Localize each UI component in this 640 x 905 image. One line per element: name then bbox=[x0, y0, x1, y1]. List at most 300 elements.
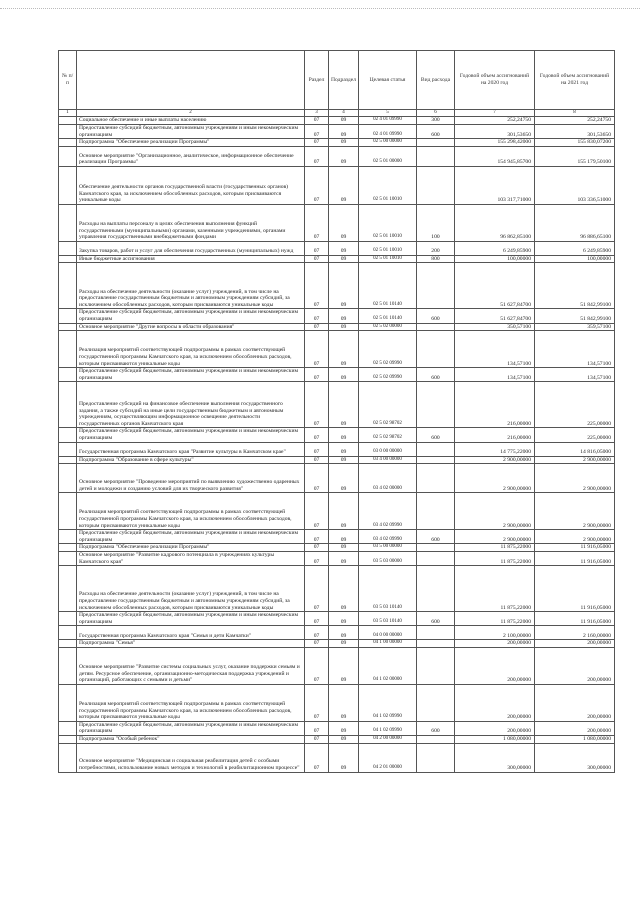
row-section: 07 bbox=[305, 331, 329, 368]
row-number bbox=[59, 612, 77, 626]
row-expense-type bbox=[417, 464, 455, 493]
row-amount-2020: 216,00000 bbox=[455, 428, 535, 442]
row-amount-2020: 2 900,00000 bbox=[455, 456, 535, 464]
row-section: 07 bbox=[305, 684, 329, 721]
row-expense-type bbox=[417, 263, 455, 309]
row-subsection: 09 bbox=[329, 442, 359, 456]
row-section: 07 bbox=[305, 721, 329, 735]
row-amount-2021: 1 080,00000 bbox=[535, 736, 615, 744]
row-target-code: 02 4 01 09990 bbox=[359, 125, 417, 139]
table-row bbox=[59, 146, 615, 166]
table-row bbox=[59, 544, 615, 552]
row-number bbox=[59, 530, 77, 544]
row-name: Основное мероприятие "Проведение мероприятий по выявлению художественно одаренных детей и молодежи и созданию условий для их творческого развития" bbox=[77, 464, 305, 493]
row-amount-2020: 200,00000 bbox=[455, 721, 535, 735]
row-number bbox=[59, 139, 77, 147]
row-subsection: 09 bbox=[329, 743, 359, 772]
row-section: 07 bbox=[305, 146, 329, 166]
row-section: 07 bbox=[305, 743, 329, 772]
header-num: № п/п bbox=[59, 51, 77, 110]
row-subsection: 09 bbox=[329, 721, 359, 735]
row-target-code: 04 1 02 09990 bbox=[359, 684, 417, 721]
row-target-code: 02 5 01 00000 bbox=[359, 146, 417, 166]
row-amount-2021: 2 900,00000 bbox=[535, 464, 615, 493]
row-subsection: 09 bbox=[329, 493, 359, 530]
row-number bbox=[59, 456, 77, 464]
row-amount-2021: 225,00000 bbox=[535, 382, 615, 428]
row-section: 07 bbox=[305, 125, 329, 139]
table-row bbox=[59, 382, 615, 428]
row-amount-2021: 252,24750 bbox=[535, 117, 615, 125]
row-amount-2021: 300,00000 bbox=[535, 743, 615, 772]
row-name: Предоставление субсидий бюджетным, автономным учреждениям и иным некоммерческим организациям bbox=[77, 368, 305, 382]
row-amount-2020: 11 875,22000 bbox=[455, 544, 535, 552]
row-amount-2020: 11 875,22000 bbox=[455, 612, 535, 626]
row-target-code: 02 5 02 09990 bbox=[359, 331, 417, 368]
row-expense-type bbox=[417, 640, 455, 648]
table-row bbox=[59, 743, 615, 772]
header-name bbox=[77, 51, 305, 110]
row-number bbox=[59, 684, 77, 721]
row-target-code: 02 5 00 00000 bbox=[359, 139, 417, 147]
row-amount-2021: 225,00000 bbox=[535, 428, 615, 442]
header-year-2020: Годовой объем ассигнований на 2020 год bbox=[455, 51, 535, 110]
header-target: Целевая статья bbox=[359, 51, 417, 110]
row-subsection: 09 bbox=[329, 241, 359, 255]
row-name: Иные бюджетные ассигнования bbox=[77, 255, 305, 263]
row-name: Основное мероприятие "Другие вопросы в области образования" bbox=[77, 323, 305, 331]
table-row bbox=[59, 368, 615, 382]
row-subsection: 09 bbox=[329, 640, 359, 648]
row-name: Основное мероприятие "Развитие системы социальных услуг, оказание поддержки семьям и детям. Ресурсное обеспечение, организационно-методическая поддержка учреждений и организаций, работающих с семьями и детьми" bbox=[77, 647, 305, 684]
row-subsection: 09 bbox=[329, 204, 359, 241]
table-header-row bbox=[59, 51, 615, 110]
row-number bbox=[59, 493, 77, 530]
row-number bbox=[59, 647, 77, 684]
row-name: Социальное обеспечение и иные выплаты населению bbox=[77, 117, 305, 125]
row-section: 07 bbox=[305, 368, 329, 382]
row-amount-2020: 2 100,00000 bbox=[455, 626, 535, 640]
row-target-code: 03 5 03 10140 bbox=[359, 612, 417, 626]
row-name: Обеспечение деятельности органов государственной власти (государственных органов) Камчатского края, за исключением обособленных расходов, которым присваиваются уникальные коды bbox=[77, 166, 305, 204]
row-expense-type: 100 bbox=[417, 204, 455, 241]
row-target-code: 02 5 01 10010 bbox=[359, 255, 417, 263]
row-amount-2020: 14 775,22000 bbox=[455, 442, 535, 456]
row-section: 07 bbox=[305, 117, 329, 125]
row-name: Закупка товаров, работ и услуг для обеспечения государственных (муниципальных) нужд bbox=[77, 241, 305, 255]
row-target-code: 02 5 01 10140 bbox=[359, 309, 417, 323]
row-subsection: 09 bbox=[329, 684, 359, 721]
row-amount-2021: 200,00000 bbox=[535, 684, 615, 721]
row-amount-2021: 134,57100 bbox=[535, 331, 615, 368]
row-section: 07 bbox=[305, 647, 329, 684]
table-row bbox=[59, 428, 615, 442]
row-section: 07 bbox=[305, 530, 329, 544]
colnum: 8 bbox=[535, 110, 615, 117]
row-expense-type: 200 bbox=[417, 241, 455, 255]
table-row bbox=[59, 684, 615, 721]
row-amount-2021: 2 160,00000 bbox=[535, 626, 615, 640]
row-number bbox=[59, 544, 77, 552]
row-subsection: 09 bbox=[329, 263, 359, 309]
table-row bbox=[59, 721, 615, 735]
row-amount-2021: 11 916,05000 bbox=[535, 544, 615, 552]
row-expense-type bbox=[417, 544, 455, 552]
table-row bbox=[59, 263, 615, 309]
row-target-code: 03 5 00 00000 bbox=[359, 544, 417, 552]
row-subsection: 09 bbox=[329, 544, 359, 552]
row-expense-type bbox=[417, 331, 455, 368]
row-name: Государственная программа Камчатского края "Семья и дети Камчатки" bbox=[77, 626, 305, 640]
row-target-code: 04 1 02 09990 bbox=[359, 721, 417, 735]
table-row bbox=[59, 464, 615, 493]
row-amount-2021: 2 900,00000 bbox=[535, 456, 615, 464]
row-expense-type bbox=[417, 626, 455, 640]
row-target-code: 03 4 00 00000 bbox=[359, 456, 417, 464]
row-target-code: 04 1 02 00000 bbox=[359, 647, 417, 684]
table-row bbox=[59, 493, 615, 530]
table-row bbox=[59, 331, 615, 368]
table-row bbox=[59, 456, 615, 464]
row-target-code: 03 4 02 09990 bbox=[359, 530, 417, 544]
row-expense-type: 600 bbox=[417, 368, 455, 382]
row-section: 07 bbox=[305, 382, 329, 428]
row-subsection: 09 bbox=[329, 428, 359, 442]
table-row bbox=[59, 125, 615, 139]
row-expense-type: 600 bbox=[417, 530, 455, 544]
row-amount-2020: 51 627,84700 bbox=[455, 309, 535, 323]
row-target-code: 02 5 01 10010 bbox=[359, 166, 417, 204]
row-target-code: 02 5 02 09990 bbox=[359, 368, 417, 382]
row-amount-2020: 11 875,22000 bbox=[455, 566, 535, 612]
colnum: 7 bbox=[455, 110, 535, 117]
row-target-code: 03 0 00 00000 bbox=[359, 442, 417, 456]
table-row bbox=[59, 647, 615, 684]
row-name: Предоставление субсидий бюджетным, автономным учреждениям и иным некоммерческим организациям bbox=[77, 125, 305, 139]
row-subsection: 09 bbox=[329, 530, 359, 544]
row-subsection: 09 bbox=[329, 331, 359, 368]
row-number bbox=[59, 204, 77, 241]
row-subsection: 09 bbox=[329, 323, 359, 331]
row-amount-2021: 134,57100 bbox=[535, 368, 615, 382]
row-amount-2021: 200,00000 bbox=[535, 640, 615, 648]
row-number bbox=[59, 382, 77, 428]
row-subsection: 09 bbox=[329, 464, 359, 493]
colnum: 4 bbox=[329, 110, 359, 117]
row-subsection: 09 bbox=[329, 551, 359, 565]
row-number bbox=[59, 551, 77, 565]
table-row bbox=[59, 442, 615, 456]
row-name: Расходы на выплаты персоналу в целях обеспечения выполнения функций государственными (муниципальными) органами, казенными учреждениями, органами управления государственными внебюджетными фондами bbox=[77, 204, 305, 241]
row-amount-2021: 155 179,50100 bbox=[535, 146, 615, 166]
budget-table-sheet bbox=[58, 50, 614, 773]
row-amount-2021: 100,00000 bbox=[535, 255, 615, 263]
row-section: 07 bbox=[305, 612, 329, 626]
row-subsection: 09 bbox=[329, 309, 359, 323]
row-section: 07 bbox=[305, 736, 329, 744]
row-amount-2020: 200,00000 bbox=[455, 647, 535, 684]
row-target-code: 03 4 02 09990 bbox=[359, 493, 417, 530]
row-amount-2021: 6 249,85900 bbox=[535, 241, 615, 255]
row-amount-2020: 11 875,22000 bbox=[455, 551, 535, 565]
colnum: 3 bbox=[305, 110, 329, 117]
row-amount-2020: 301,53650 bbox=[455, 125, 535, 139]
row-target-code: 02 5 01 10140 bbox=[359, 263, 417, 309]
scan-artifact-line bbox=[0, 8, 640, 10]
colnum: 2 bbox=[77, 110, 305, 117]
row-target-code: 04 0 00 00000 bbox=[359, 626, 417, 640]
row-amount-2021: 11 916,05000 bbox=[535, 612, 615, 626]
row-name: Реализация мероприятий соответствующей подпрограммы в рамках соответствующей государственной программы Камчатского края, за исключением обособленных расходов, которым присваиваются уникальные коды bbox=[77, 684, 305, 721]
table-row bbox=[59, 530, 615, 544]
header-subsection: Подраздел bbox=[329, 51, 359, 110]
row-name: Реализация мероприятий соответствующей подпрограммы в рамках соответствующей государственной программы Камчатского края, за исключением обособленных расходов, которым присваиваются уникальные коды bbox=[77, 493, 305, 530]
row-name: Предоставление субсидий бюджетным, автономным учреждениям и иным некоммерческим организациям bbox=[77, 428, 305, 442]
row-name: Основное мероприятие "Организационное, аналитическое, информационное обеспечение реализации Программы" bbox=[77, 146, 305, 166]
table-row bbox=[59, 323, 615, 331]
table-row bbox=[59, 640, 615, 648]
row-number bbox=[59, 626, 77, 640]
row-expense-type: 600 bbox=[417, 612, 455, 626]
row-subsection: 09 bbox=[329, 382, 359, 428]
row-amount-2021: 14 816,05000 bbox=[535, 442, 615, 456]
row-subsection: 09 bbox=[329, 146, 359, 166]
row-subsection: 09 bbox=[329, 612, 359, 626]
row-amount-2020: 2 900,00000 bbox=[455, 464, 535, 493]
row-subsection: 09 bbox=[329, 368, 359, 382]
row-number bbox=[59, 736, 77, 744]
row-target-code: 02 5 01 10010 bbox=[359, 204, 417, 241]
row-name: Основное мероприятие "Медицинская и социальная реабилитация детей с особыми потребностями, использование новых методов и технологий в реабилитационном процессе" bbox=[77, 743, 305, 772]
row-amount-2020: 103 317,71000 bbox=[455, 166, 535, 204]
row-section: 07 bbox=[305, 544, 329, 552]
row-expense-type: 600 bbox=[417, 125, 455, 139]
row-section: 07 bbox=[305, 263, 329, 309]
row-section: 07 bbox=[305, 456, 329, 464]
row-name: Предоставление субсидий бюджетным, автономным учреждениям и иным некоммерческим организациям bbox=[77, 721, 305, 735]
header-year-2021: Годовой объем ассигнований на 2021 год bbox=[535, 51, 615, 110]
row-target-code: 04 2 01 00000 bbox=[359, 743, 417, 772]
row-amount-2021: 96 886,65100 bbox=[535, 204, 615, 241]
row-name: Расходы на обеспечение деятельности (оказание услуг) учреждений, в том числе на предоставление государственным бюджетным и автономным учреждениям субсидий, за исключением обособленных расходов, которым присваиваются уникальные коды bbox=[77, 566, 305, 612]
row-name: Подпрограмма "Обеспечение реализации Программы" bbox=[77, 544, 305, 552]
row-section: 07 bbox=[305, 139, 329, 147]
row-amount-2020: 200,00000 bbox=[455, 640, 535, 648]
row-expense-type bbox=[417, 323, 455, 331]
row-target-code: 02 5 02 98702 bbox=[359, 382, 417, 428]
row-amount-2020: 154 945,85700 bbox=[455, 146, 535, 166]
budget-table bbox=[58, 50, 615, 773]
row-amount-2021: 51 842,99100 bbox=[535, 309, 615, 323]
row-target-code: 02 5 02 00000 bbox=[359, 323, 417, 331]
row-amount-2020: 155 298,42000 bbox=[455, 139, 535, 147]
row-amount-2020: 252,24750 bbox=[455, 117, 535, 125]
row-section: 07 bbox=[305, 166, 329, 204]
row-target-code: 02 4 01 09990 bbox=[359, 117, 417, 125]
row-number bbox=[59, 117, 77, 125]
row-name: Основное мероприятие "Развитие кадрового потенциала в учреждениях культуры Камчатского края" bbox=[77, 551, 305, 565]
row-subsection: 09 bbox=[329, 139, 359, 147]
table-row bbox=[59, 736, 615, 744]
row-subsection: 09 bbox=[329, 117, 359, 125]
row-number bbox=[59, 323, 77, 331]
row-expense-type: 600 bbox=[417, 309, 455, 323]
row-expense-type bbox=[417, 139, 455, 147]
row-target-code: 03 4 02 00000 bbox=[359, 464, 417, 493]
row-name: Реализация мероприятий соответствующей подпрограммы в рамках соответствующей государственной программы Камчатского края, за исключением обособленных расходов, которым присваиваются уникальные коды bbox=[77, 331, 305, 368]
row-expense-type bbox=[417, 382, 455, 428]
table-row bbox=[59, 626, 615, 640]
row-name: Предоставление субсидий на финансовое обеспечение выполнения государственного задания, а также субсидий на иные цели государственным бюджетным и автономным учреждениям, осуществляющим информационное освещение деятельности государственных органов Камчатского края bbox=[77, 382, 305, 428]
row-number bbox=[59, 566, 77, 612]
row-name: Государственная программа Камчатского края "Развитие культуры в Камчатском крае" bbox=[77, 442, 305, 456]
row-expense-type bbox=[417, 442, 455, 456]
row-expense-type bbox=[417, 146, 455, 166]
row-target-code: 04 2 00 00000 bbox=[359, 736, 417, 744]
row-expense-type bbox=[417, 166, 455, 204]
row-amount-2020: 6 249,85900 bbox=[455, 241, 535, 255]
row-expense-type: 800 bbox=[417, 255, 455, 263]
row-expense-type bbox=[417, 743, 455, 772]
colnum: 5 bbox=[359, 110, 417, 117]
table-row bbox=[59, 204, 615, 241]
row-amount-2020: 134,57100 bbox=[455, 331, 535, 368]
table-row bbox=[59, 139, 615, 147]
row-number bbox=[59, 442, 77, 456]
row-expense-type: 600 bbox=[417, 721, 455, 735]
row-amount-2021: 103 336,51000 bbox=[535, 166, 615, 204]
row-amount-2021: 200,00000 bbox=[535, 721, 615, 735]
row-target-code: 04 1 00 00000 bbox=[359, 640, 417, 648]
row-name: Подпрограмма "Особый ребенок" bbox=[77, 736, 305, 744]
row-expense-type bbox=[417, 736, 455, 744]
row-name: Подпрограмма "Обеспечение реализации Программы" bbox=[77, 139, 305, 147]
row-section: 07 bbox=[305, 204, 329, 241]
row-amount-2020: 100,00000 bbox=[455, 255, 535, 263]
row-amount-2020: 51 627,84700 bbox=[455, 263, 535, 309]
row-name: Предоставление субсидий бюджетным, автономным учреждениям и иным некоммерческим организациям bbox=[77, 530, 305, 544]
row-amount-2021: 2 900,00000 bbox=[535, 493, 615, 530]
row-section: 07 bbox=[305, 442, 329, 456]
table-row bbox=[59, 255, 615, 263]
row-target-code: 02 5 01 10010 bbox=[359, 241, 417, 255]
row-expense-type: 600 bbox=[417, 428, 455, 442]
row-expense-type bbox=[417, 456, 455, 464]
row-amount-2020: 2 900,00000 bbox=[455, 493, 535, 530]
row-amount-2020: 2 900,00000 bbox=[455, 530, 535, 544]
row-amount-2020: 300,00000 bbox=[455, 743, 535, 772]
row-expense-type bbox=[417, 551, 455, 565]
row-subsection: 09 bbox=[329, 647, 359, 684]
table-row bbox=[59, 117, 615, 125]
row-number bbox=[59, 146, 77, 166]
row-amount-2020: 134,57100 bbox=[455, 368, 535, 382]
table-row bbox=[59, 612, 615, 626]
row-section: 07 bbox=[305, 493, 329, 530]
row-number bbox=[59, 331, 77, 368]
row-amount-2021: 11 916,05000 bbox=[535, 551, 615, 565]
row-section: 07 bbox=[305, 640, 329, 648]
row-expense-type bbox=[417, 684, 455, 721]
row-amount-2021: 11 916,05000 bbox=[535, 566, 615, 612]
row-subsection: 09 bbox=[329, 125, 359, 139]
table-body bbox=[59, 117, 615, 773]
table-row bbox=[59, 566, 615, 612]
row-subsection: 09 bbox=[329, 456, 359, 464]
row-expense-type bbox=[417, 647, 455, 684]
row-target-code: 03 5 03 10140 bbox=[359, 566, 417, 612]
row-subsection: 09 bbox=[329, 626, 359, 640]
row-expense-type: 300 bbox=[417, 117, 455, 125]
row-name: Предоставление субсидий бюджетным, автономным учреждениям и иным некоммерческим организациям bbox=[77, 309, 305, 323]
row-name: Подпрограмма "Семья" bbox=[77, 640, 305, 648]
row-name: Расходы на обеспечение деятельности (оказание услуг) учреждений, в том числе на предоставление государственным бюджетным и автономным учреждениям субсидий, за исключением обособленных расходов, которым присваиваются уникальные коды bbox=[77, 263, 305, 309]
row-amount-2020: 96 862,85100 bbox=[455, 204, 535, 241]
row-number bbox=[59, 309, 77, 323]
row-section: 07 bbox=[305, 309, 329, 323]
row-section: 07 bbox=[305, 323, 329, 331]
row-number bbox=[59, 166, 77, 204]
header-section: Раздел bbox=[305, 51, 329, 110]
row-amount-2021: 51 842,99100 bbox=[535, 263, 615, 309]
row-subsection: 09 bbox=[329, 255, 359, 263]
row-section: 07 bbox=[305, 255, 329, 263]
row-section: 07 bbox=[305, 241, 329, 255]
row-expense-type bbox=[417, 566, 455, 612]
table-row bbox=[59, 166, 615, 204]
row-number bbox=[59, 255, 77, 263]
row-amount-2020: 1 080,00000 bbox=[455, 736, 535, 744]
row-amount-2020: 200,00000 bbox=[455, 684, 535, 721]
row-amount-2021: 359,57100 bbox=[535, 323, 615, 331]
row-amount-2021: 2 900,00000 bbox=[535, 530, 615, 544]
row-subsection: 09 bbox=[329, 736, 359, 744]
header-exptype: Вид расхода bbox=[417, 51, 455, 110]
row-amount-2020: 350,57100 bbox=[455, 323, 535, 331]
row-number bbox=[59, 125, 77, 139]
table-row bbox=[59, 309, 615, 323]
row-number bbox=[59, 368, 77, 382]
row-number bbox=[59, 263, 77, 309]
row-section: 07 bbox=[305, 626, 329, 640]
row-section: 07 bbox=[305, 428, 329, 442]
row-section: 07 bbox=[305, 464, 329, 493]
row-number bbox=[59, 428, 77, 442]
column-number-row bbox=[59, 110, 615, 117]
row-amount-2021: 301,53650 bbox=[535, 125, 615, 139]
row-expense-type bbox=[417, 493, 455, 530]
row-subsection: 09 bbox=[329, 566, 359, 612]
row-subsection: 09 bbox=[329, 166, 359, 204]
row-number bbox=[59, 464, 77, 493]
row-number bbox=[59, 721, 77, 735]
row-name: Предоставление субсидий бюджетным, автономным учреждениям и иным некоммерческим организациям bbox=[77, 612, 305, 626]
row-target-code: 03 5 03 00000 bbox=[359, 551, 417, 565]
row-number bbox=[59, 743, 77, 772]
row-amount-2020: 216,00000 bbox=[455, 382, 535, 428]
row-section: 07 bbox=[305, 551, 329, 565]
row-number bbox=[59, 640, 77, 648]
row-number bbox=[59, 241, 77, 255]
row-amount-2021: 200,00000 bbox=[535, 647, 615, 684]
table-row bbox=[59, 551, 615, 565]
row-section: 07 bbox=[305, 566, 329, 612]
row-amount-2021: 155 830,07200 bbox=[535, 139, 615, 147]
colnum: 6 bbox=[417, 110, 455, 117]
row-name: Подпрограмма "Образование в сфере культуры" bbox=[77, 456, 305, 464]
table-row bbox=[59, 241, 615, 255]
colnum: 1 bbox=[59, 110, 77, 117]
